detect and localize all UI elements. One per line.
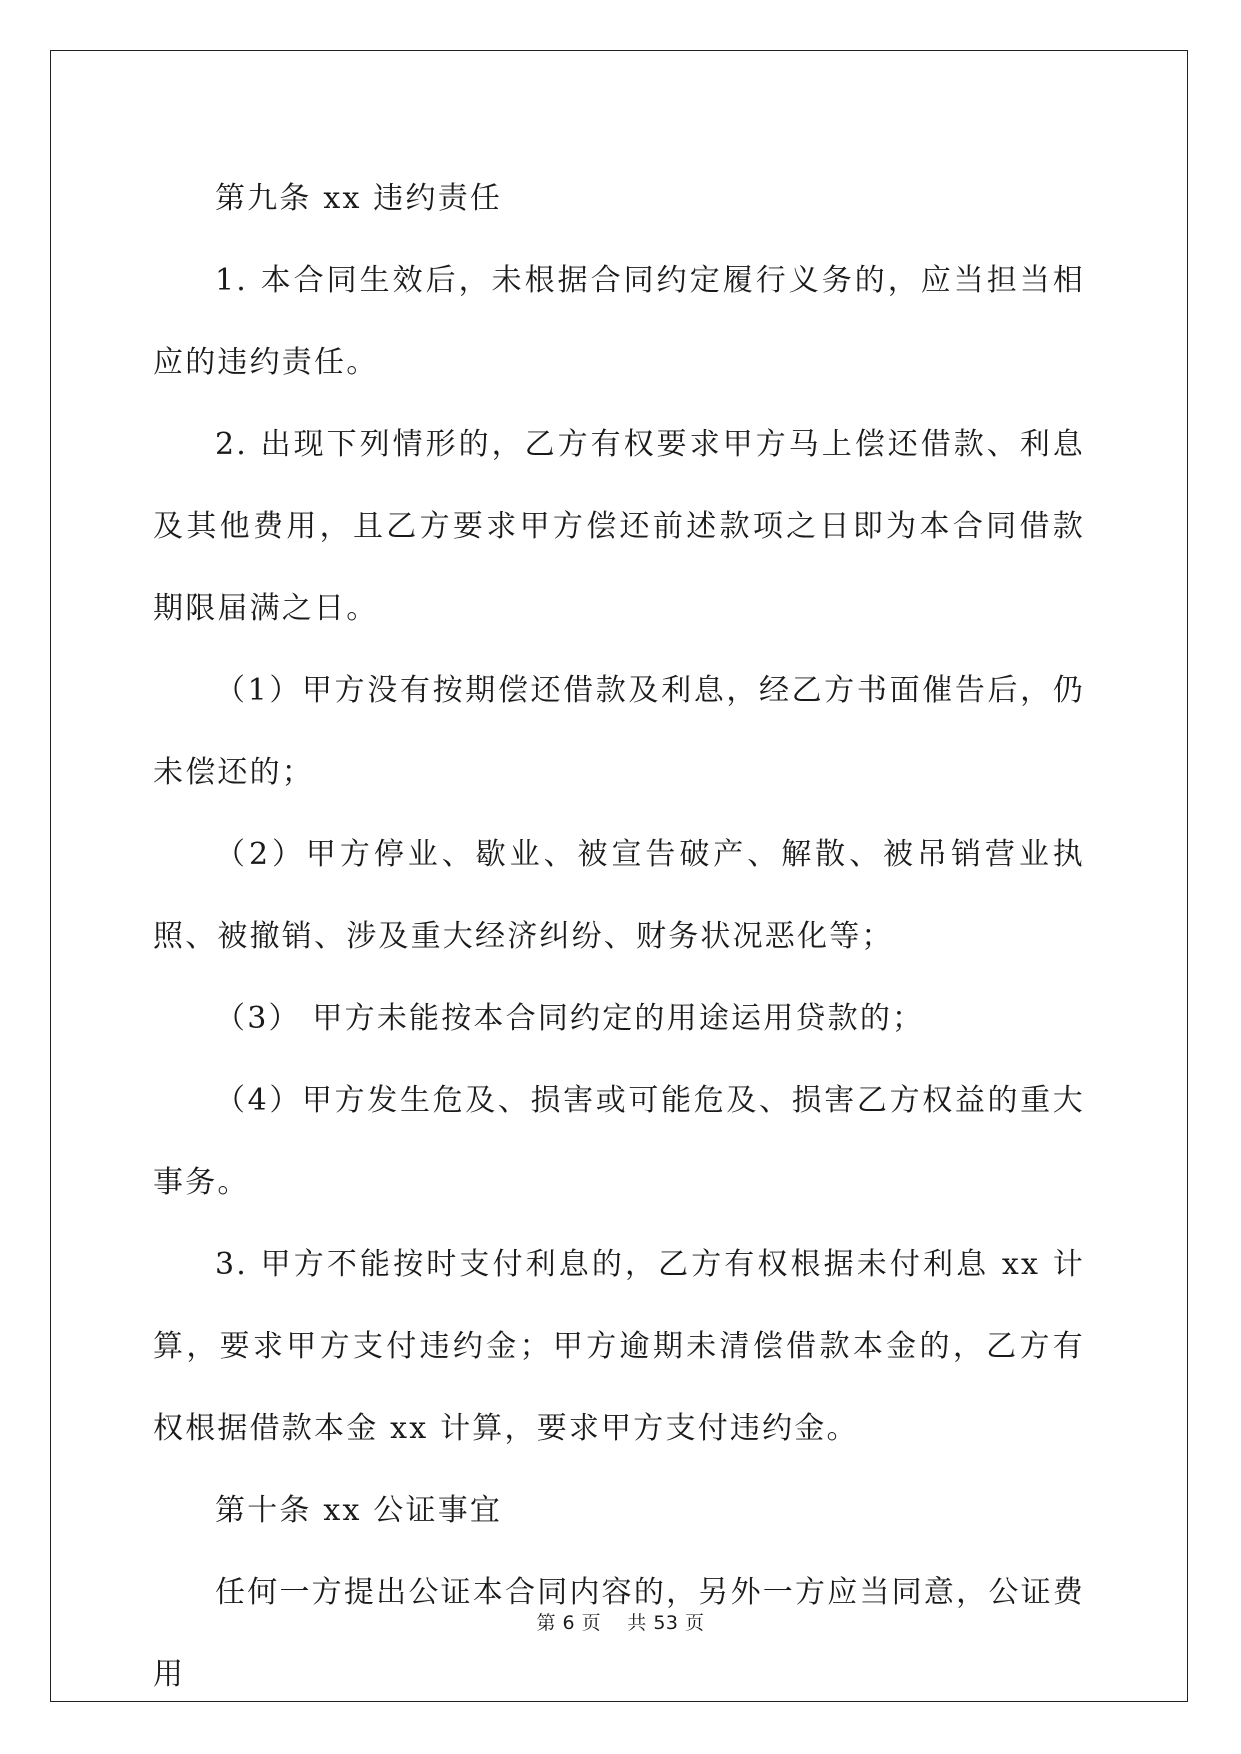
article-9-clause-2-item-3: （3） 甲方未能按本合同约定的用途运用贷款的； xyxy=(215,1001,925,1036)
article-10-heading: 第十条 xx 公证事宜 xyxy=(215,1493,503,1528)
article-9-clause-2-item-1: （1）甲方没有按期偿还借款及利息，经乙方书面催告后，仍未偿还的； xyxy=(153,673,1085,790)
article-9-clause-1: 1. 本合同生效后，未根据合同约定履行义务的，应当担当相应的违约责任。 xyxy=(153,263,1085,380)
article-9-clause-2-item-4: （4）甲方发生危及、损害或可能危及、损害乙方权益的重大事务。 xyxy=(153,1083,1085,1200)
article-10-clause-1: 任何一方提出公证本合同内容的，另外一方应当同意，公证费用 xyxy=(153,1575,1085,1692)
page-number: 第 6 页 xyxy=(536,1612,602,1634)
article-9-clause-3: 3. 甲方不能按时支付利息的，乙方有权根据未付利息 xx 计算，要求甲方支付违约金；甲方逾期未清偿借款本金的，乙方有权根据借款本金 xx 计算，要求甲方支付违约金。 xyxy=(153,1247,1085,1446)
article-9-clause-2-item-2: （2）甲方停业、歇业、被宣告破产、解散、被吊销营业执照、被撤销、涉及重大经济纠纷、财务状况恶化等； xyxy=(153,837,1085,954)
document-body xyxy=(153,158,1085,1716)
article-9-heading: 第九条 xx 违约责任 xyxy=(215,181,503,216)
page-footer xyxy=(0,1608,1241,1635)
page-total: 共 53 页 xyxy=(627,1612,705,1634)
article-9-clause-2: 2. 出现下列情形的，乙方有权要求甲方马上偿还借款、利息及其他费用，且乙方要求甲方偿还前述款项之日即为本合同借款期限届满之日。 xyxy=(153,427,1085,626)
